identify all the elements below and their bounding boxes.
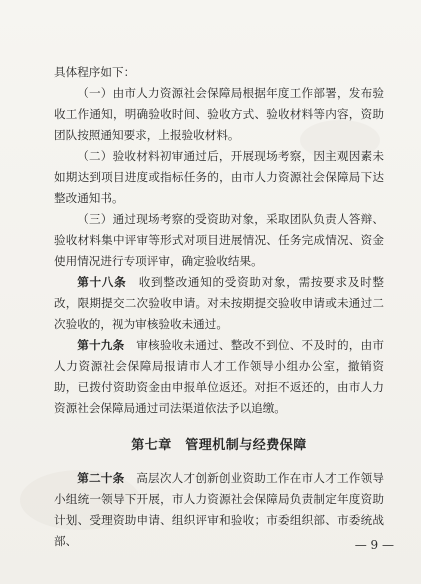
procedure-item-2: （二）验收材料初审通过后，开展现场考察，因主观因素未如期达到项目进度或指标任务的，由市人力资源社会保障局下达整改通知书。: [54, 149, 384, 205]
chapter-title: 第七章 管理机制与经费保障: [131, 438, 307, 453]
intro-line: 具体程序如下：: [54, 65, 136, 79]
article-20: [54, 468, 384, 552]
procedure-item-3: （三）通过现场考察的受资助对象，采取团队负责人答辩、验收材料集中评审等形式对项目进展情况、任务完成情况、资金使用情况进行专项评审，确定验收结果。: [54, 212, 384, 268]
article-18-text: 收到整改通知的受资助对象，需按要求及时整改，限期提交二次验收申请。对未按期提交验收申请或未通过二次验收的，视为审核验收未通过。: [54, 275, 384, 331]
article-18-number: 第十八条: [77, 275, 127, 289]
procedure-item-1: （一）由市人力资源社会保障局根据年度工作部署，发布验收工作通知，明确验收时间、验收方式、验收材料等内容，资助团队按照通知要求，上报验收材料。: [54, 86, 384, 142]
article-19: [54, 335, 384, 419]
article-19-text: 审核验收未通过、整改不到位、不及时的，由市人力资源社会保障局报请市人才工作领导小组办公室，撤销资助，已拨付资助资金由申报单位返还。对拒不返还的，由市人力资源社会保障局通过司法渠道依法予以追缴。: [54, 338, 384, 415]
page-number: — 9 —: [354, 538, 394, 552]
article-20-text: 高层次人才创新创业资助工作在市人才工作领导小组统一领导下开展，市人力资源社会保障局负责制定年度资助计划、受理资助申请、组织评审和验收；市委组织部、市委统战部、: [54, 471, 384, 548]
document-body: [54, 62, 384, 552]
article-18: [54, 272, 384, 335]
article-19-number: 第十九条: [77, 338, 125, 352]
article-20-number: 第二十条: [77, 471, 125, 485]
